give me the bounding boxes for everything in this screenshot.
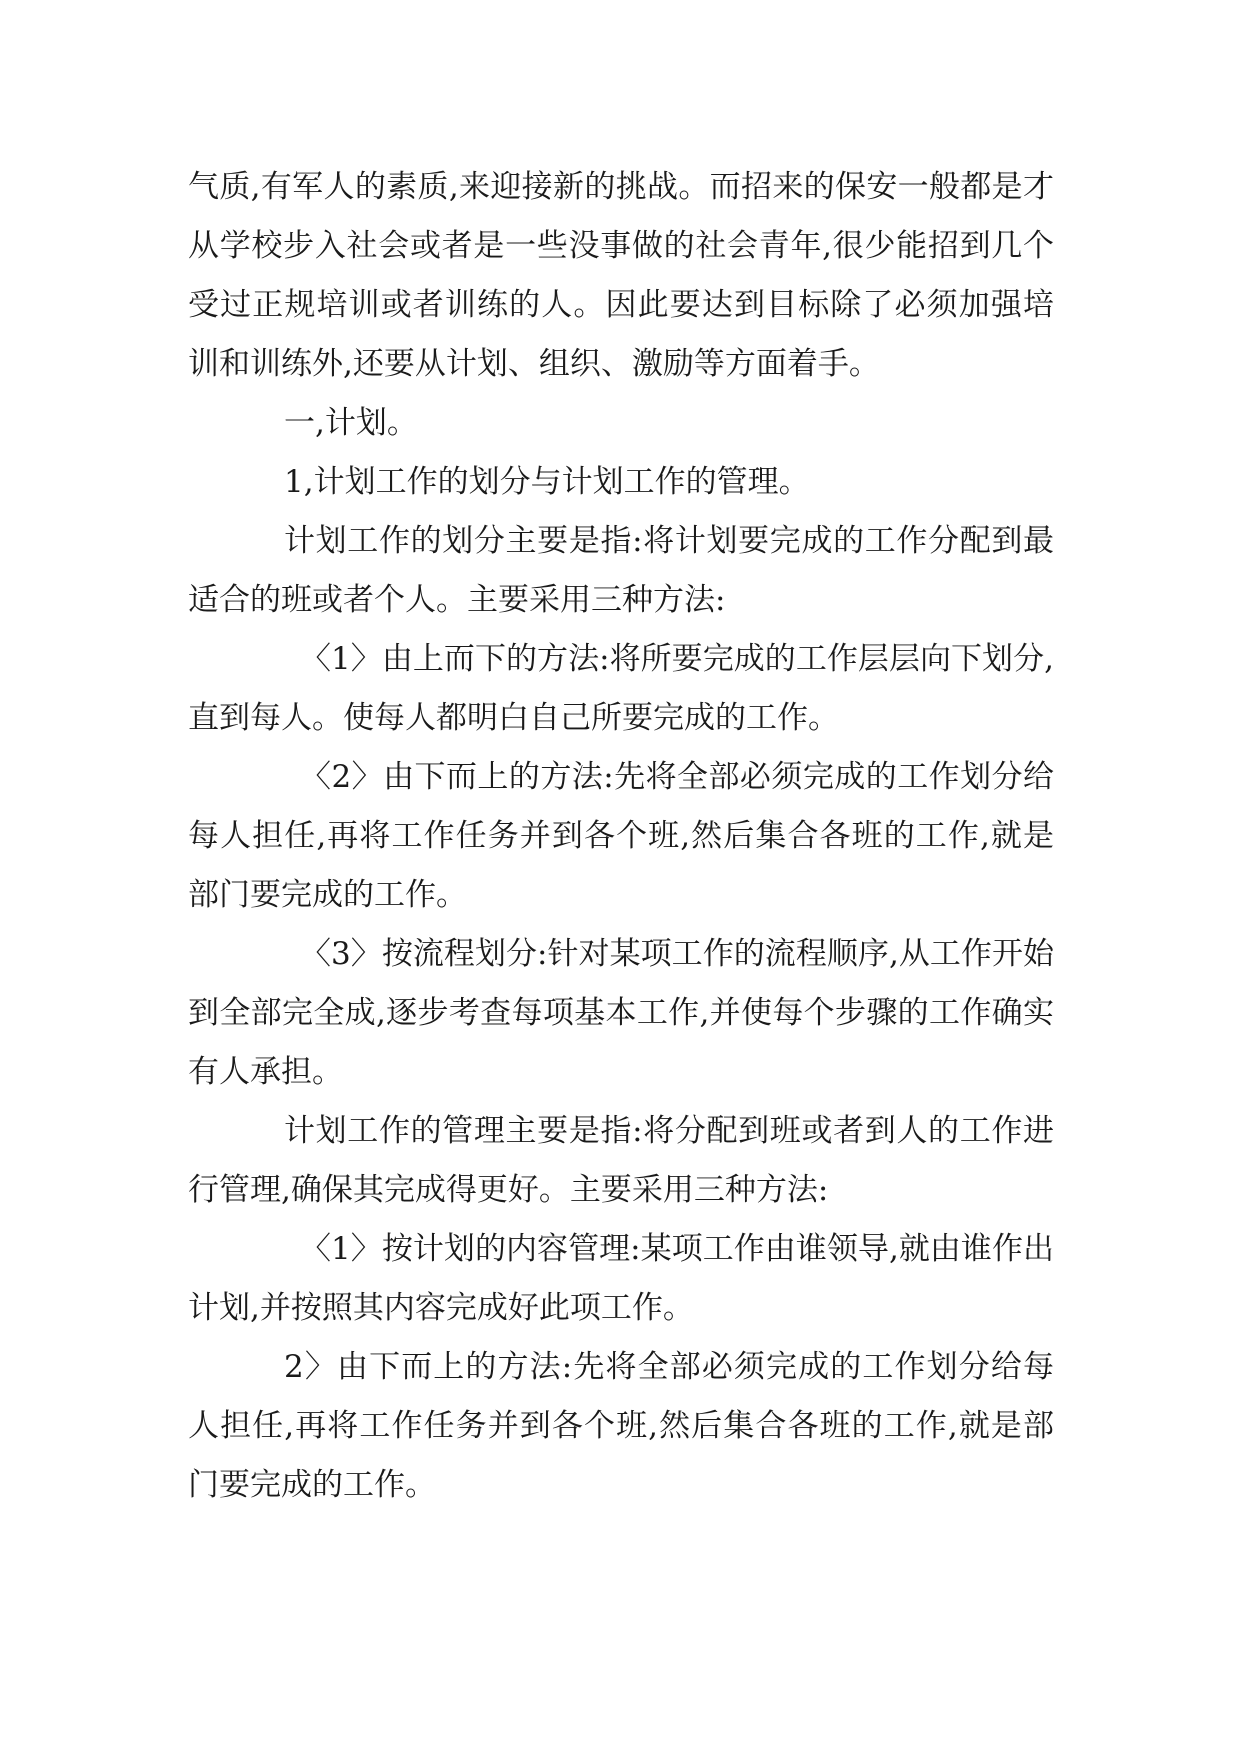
document-body [188,158,1054,1515]
section-heading: 一,计划。 [284,405,418,441]
list-item: 2〉由下而上的方法:先将全部必须完成的工作划分给每人担任,再将工作任务并到各个班,然后集合各班的工作,就是部门要完成的工作。 [188,1349,1054,1503]
paragraph: 计划工作的管理主要是指:将分配到班或者到人的工作进行管理,确保其完成得更好。主要采用三种方法: [188,1113,1054,1208]
paragraph: 气质,有军人的素质,来迎接新的挑战。而招来的保安一般都是才从学校步入社会或者是一些没事做的社会青年,很少能招到几个受过正规培训或者训练的人。因此要达到目标除了必须加强培训和训练外,还要从计划、组织、激励等方面着手。 [188,169,1054,382]
list-item: 〈1〉按计划的内容管理:某项工作由谁领导,就由谁作出计划,并按照其内容完成好此项工作。 [188,1231,1054,1326]
list-item: 〈3〉按流程划分:针对某项工作的流程顺序,从工作开始到全部完全成,逐步考查每项基本工作,并使每个步骤的工作确实有人承担。 [188,936,1054,1090]
subsection-heading: 1,计划工作的划分与计划工作的管理。 [284,464,810,500]
list-item: 〈2〉由下而上的方法:先将全部必须完成的工作划分给每人担任,再将工作任务并到各个班,然后集合各班的工作,就是部门要完成的工作。 [188,759,1054,913]
list-item: 〈1〉由上而下的方法:将所要完成的工作层层向下划分,直到每人。使每人都明白自己所要完成的工作。 [188,641,1054,736]
paragraph: 计划工作的划分主要是指:将计划要完成的工作分配到最适合的班或者个人。主要采用三种方法: [188,523,1054,618]
